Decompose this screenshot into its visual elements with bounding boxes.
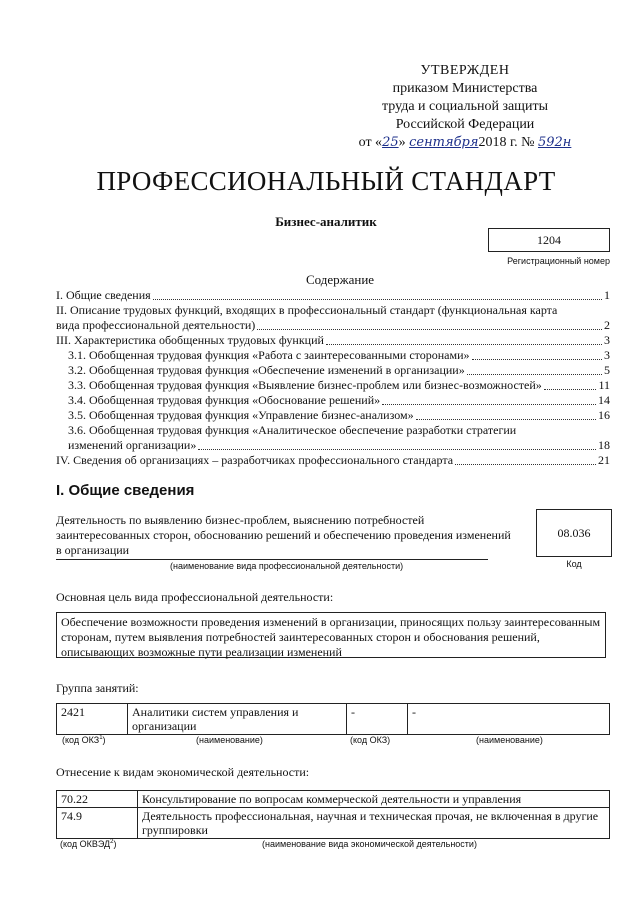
okz-code-cell: 2421 [57,704,128,735]
toc-item[interactable]: III. Характеристика обобщенных трудовых функций 3 [56,333,610,347]
okved-name-caption: (наименование вида экономической деятельности) [262,839,477,849]
toc-item[interactable]: 3.1. Обобщенная трудовая функция «Работа с заинтересованными сторонами» 3 [68,348,610,362]
okz-code-cell: - [347,704,408,735]
goal-box: Обеспечение возможности проведения изменений в организации, приносящих пользу заинтересованным сторонам, путем выявления потребностей заинтересованных сторон и обоснования решений, описывающих возможные пути реализации изменений [56,612,606,658]
approval-block [340,62,590,152]
goal-label: Основная цель вида профессиональной деятельности: [56,590,334,604]
activity-code-caption: Код [566,559,582,569]
handwritten-number: 592н [537,135,572,150]
okz-name-caption: (наименование) [476,735,543,745]
table-of-contents [56,288,610,468]
toc-item[interactable]: вида профессиональной деятельности) 2 [56,318,610,332]
document-title: ПРОФЕССИОНАЛЬНЫЙ СТАНДАРТ [96,166,556,196]
okz-code-caption: (код ОКЗ) [350,735,391,745]
activity-code-box: 08.036 [536,509,612,557]
okved-name-cell: Деятельность профессиональная, научная и техническая прочая, не включенная в другие группировки [138,808,610,839]
okved-code-caption: (код ОКВЭД$^2$) [60,839,117,849]
okz-name-caption: (наименование) [196,735,263,745]
registration-number-label: Регистрационный номер [507,256,610,266]
activity-underline [56,559,488,560]
toc-item-line: 3.6. Обобщенная трудовая функция «Аналитическое обеспечение разработки стратегии [68,423,517,437]
document-subtitle: Бизнес-аналитик [275,214,377,229]
toc-item[interactable]: 3.5. Обобщенная трудовая функция «Управление бизнес-анализом» 16 [68,408,610,422]
toc-item-line: II. Описание трудовых функций, входящих в профессиональный стандарт (функциональная карта [56,303,558,317]
toc-item[interactable]: I. Общие сведения 1 [56,288,610,302]
occupation-group-label: Группа занятий: [56,681,139,695]
toc-item[interactable]: 3.3. Обобщенная трудовая функция «Выявление бизнес-проблем или бизнес-возможностей» 11 [68,378,610,392]
approval-title: УТВЕРЖДЕН [420,63,510,78]
approval-line: Российской Федерации [395,117,535,132]
okved-code-cell: 70.22 [57,791,138,808]
okz-code-caption: (код ОКЗ$^1$) [62,735,106,745]
registration-number-box: 1204 [488,228,610,252]
section-heading: I. Общие сведения [56,482,195,499]
toc-heading: Содержание [305,272,375,287]
handwritten-month: сентября [409,135,479,150]
toc-item[interactable]: 3.2. Обобщенная трудовая функция «Обеспечение изменений в организации» 5 [68,363,610,377]
okz-name-cell: Аналитики систем управления и организации [128,704,347,735]
okz-name-cell: - [408,704,610,735]
toc-item[interactable]: IV. Сведения об организациях – разработчиках профессионального стандарта 21 [56,453,610,467]
okved-table [56,790,610,839]
okved-name-cell: Консультирование по вопросам коммерческой деятельности и управления [138,791,610,808]
handwritten-day: 25 [382,135,399,150]
approval-line: приказом Министерства [392,81,538,96]
toc-item[interactable]: изменений организации» 18 [68,438,610,452]
occupation-group-table [56,703,610,735]
approval-date-line: от «25» сентября2018 г. № 592н [358,135,572,150]
table-row [57,791,610,808]
activity-caption: (наименование вида профессиональной деятельности) [170,561,404,571]
okved-label: Отнесение к видам экономической деятельности: [56,765,310,779]
approval-line: труда и социальной защиты [382,99,548,114]
activity-name: Деятельность по выявлению бизнес-проблем, выяснению потребностей заинтересованных сторон, обоснованию решений и обеспечению проведения изменений в организации [56,513,511,557]
table-row [57,808,610,839]
toc-item[interactable]: 3.4. Обобщенная трудовая функция «Обоснование решений» 14 [68,393,610,407]
okved-code-cell: 74.9 [57,808,138,839]
